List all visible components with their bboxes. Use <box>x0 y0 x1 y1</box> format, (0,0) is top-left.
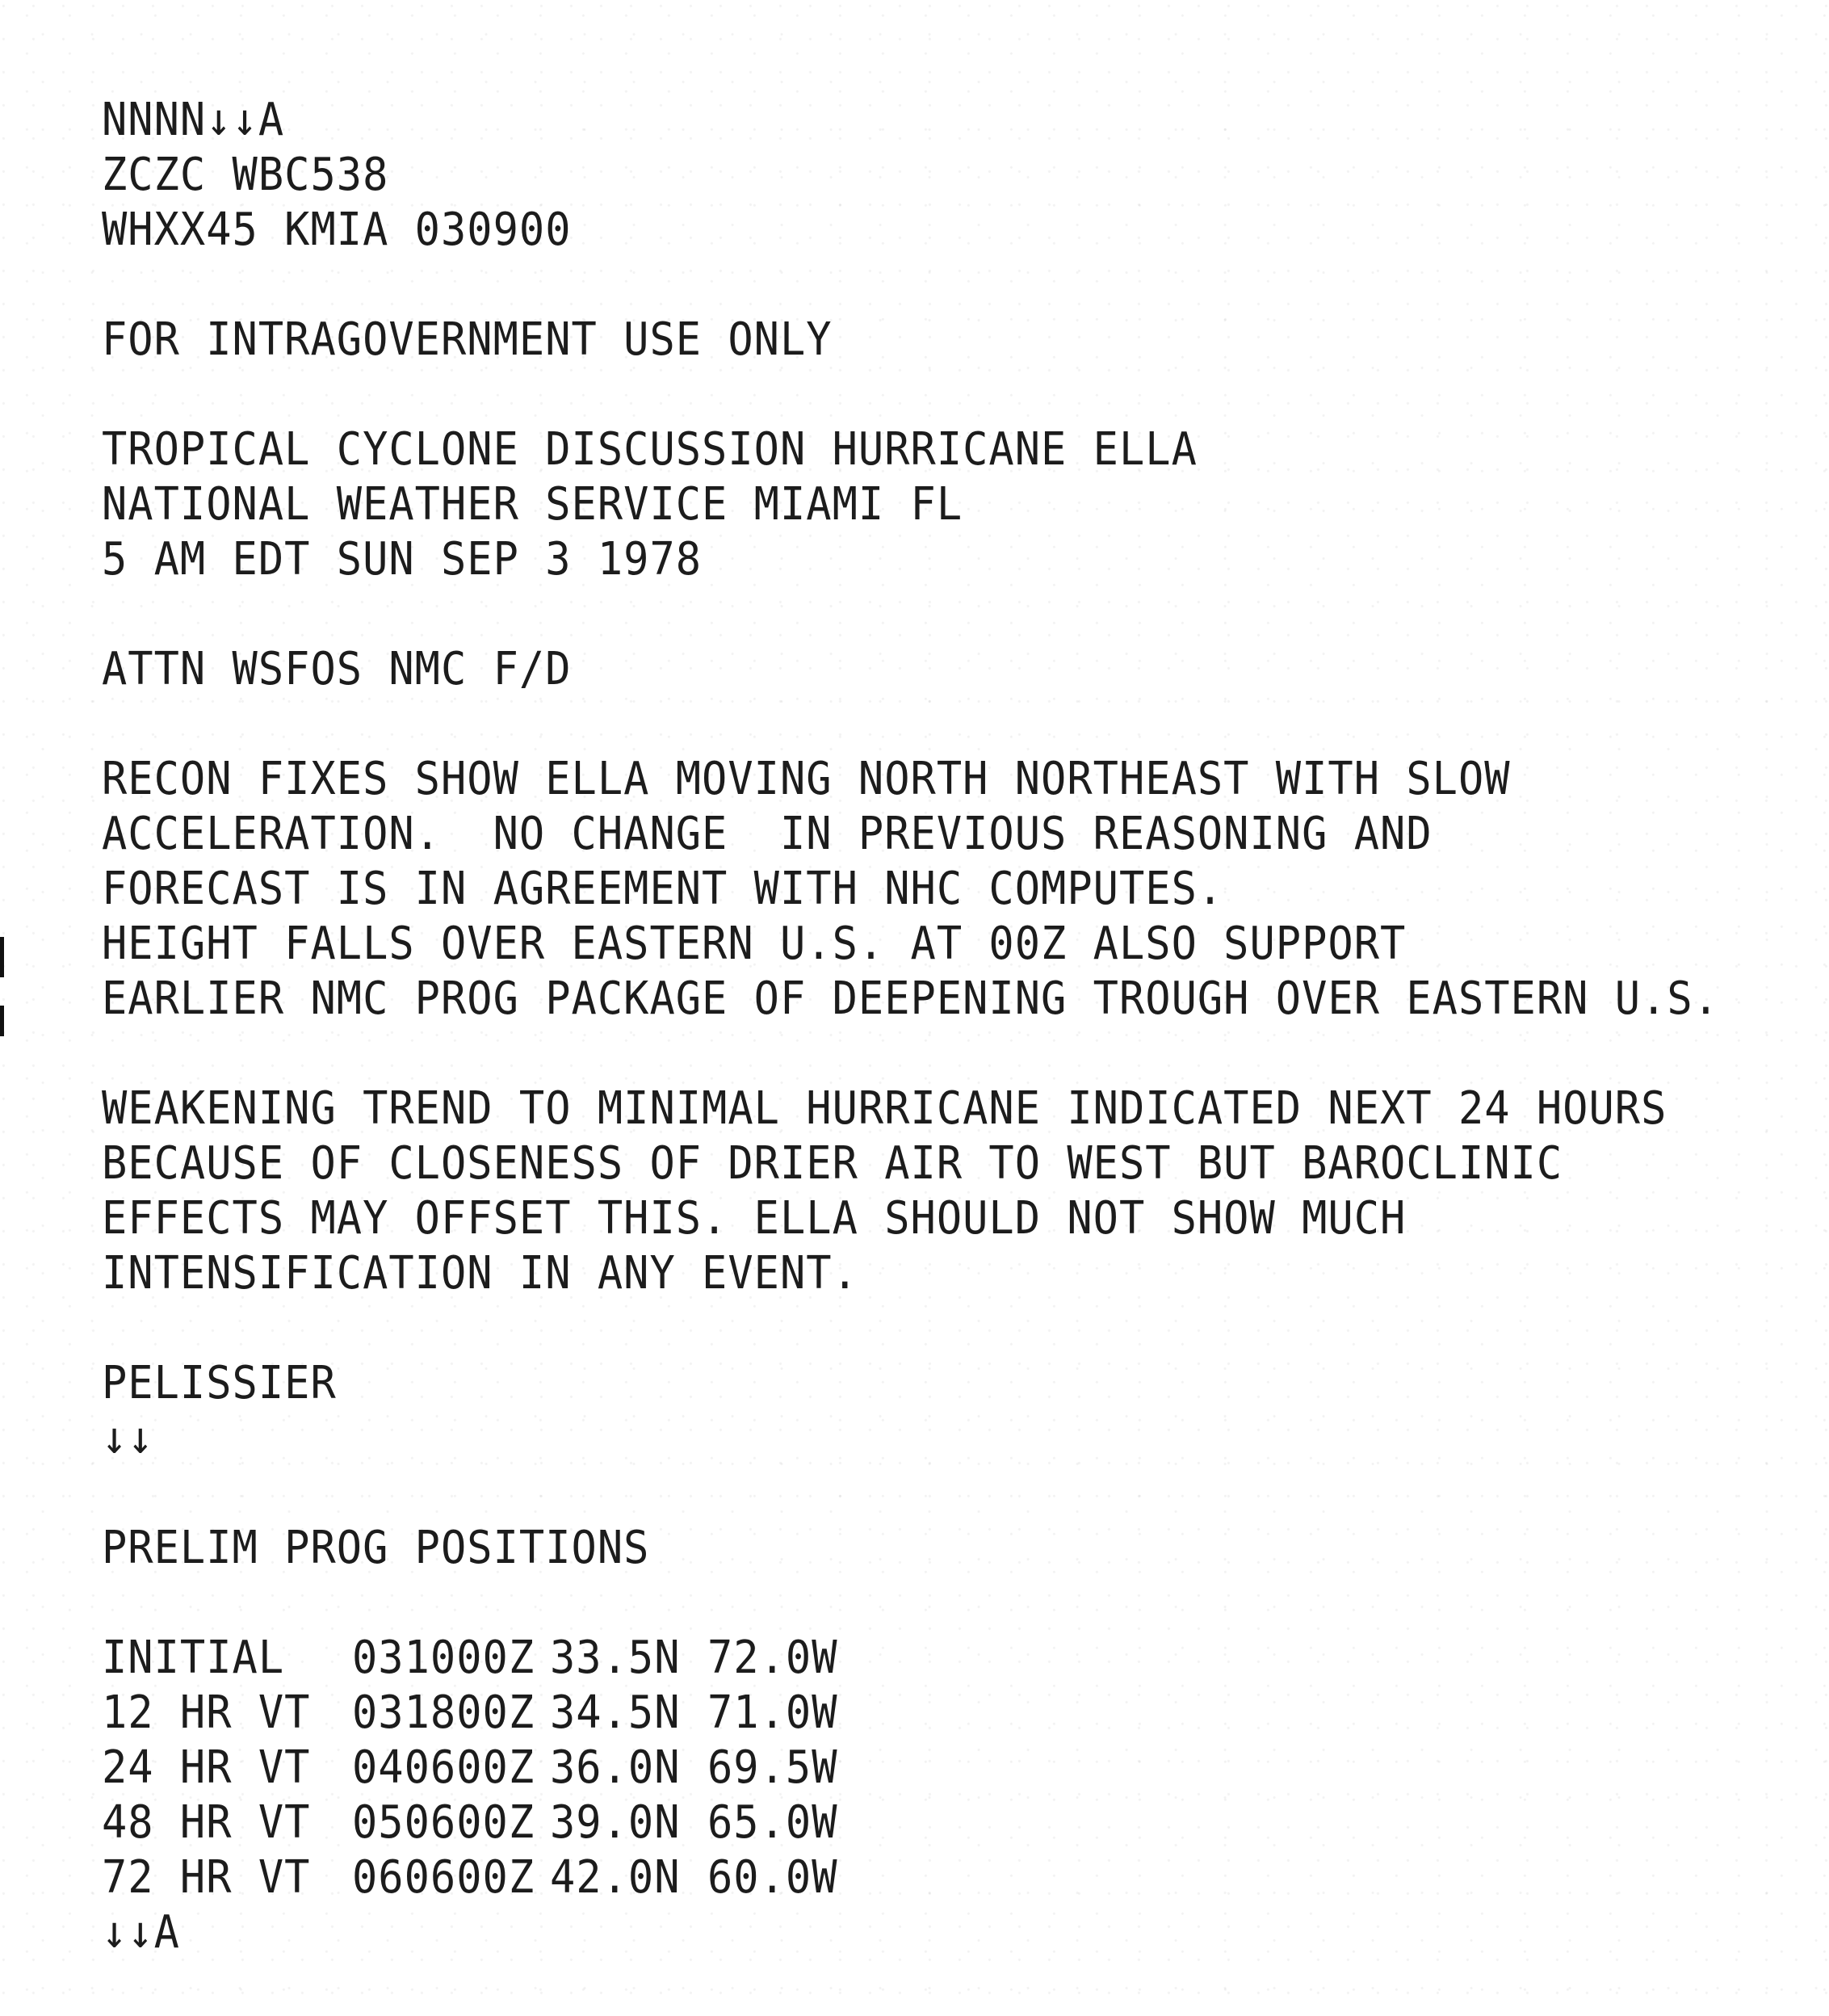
paragraph-line: FORECAST IS IN AGREEMENT WITH NHC COMPUTES. <box>102 863 1224 916</box>
header-line: ZCZC WBC538 <box>102 149 389 202</box>
paragraph-line: INTENSIFICATION IN ANY EVENT. <box>102 1247 858 1300</box>
paragraph-line: EFFECTS MAY OFFSET THIS. ELLA SHOULD NOT SHOW MUCH <box>102 1192 1407 1245</box>
position-longitude: 69.5W <box>707 1741 838 1795</box>
position-label: 72 HR VT <box>102 1851 311 1905</box>
paragraph-line: EARLIER NMC PROG PACKAGE OF DEEPENING TROUGH OVER EASTERN U.S. <box>102 972 1720 1026</box>
teletype-message <box>102 90 1720 1959</box>
paragraph-line: WEAKENING TREND TO MINIMAL HURRICANE INDICATED NEXT 24 HOURS <box>102 1082 1667 1136</box>
position-time: 060600Z <box>352 1851 535 1905</box>
paragraph-line: ACCELERATION. NO CHANGE IN PREVIOUS REASONING AND <box>102 808 1433 861</box>
positions-table <box>102 1628 1717 1903</box>
table-row <box>102 1793 1717 1852</box>
forecaster-signature: PELISSIER <box>102 1357 337 1410</box>
position-time: 031000Z <box>352 1632 535 1685</box>
position-latitude: 39.0N <box>550 1796 681 1850</box>
left-edge-mark <box>0 937 4 977</box>
table-row <box>102 1848 1717 1907</box>
document-title: TROPICAL CYCLONE DISCUSSION HURRICANE ELLA <box>102 423 1198 477</box>
signature-mark: ↓↓ <box>102 1412 154 1465</box>
position-label: 48 HR VT <box>102 1796 311 1850</box>
paragraph-line: RECON FIXES SHOW ELLA MOVING NORTH NORTHEAST WITH SLOW <box>102 753 1511 806</box>
paragraph-line: HEIGHT FALLS OVER EASTERN U.S. AT 00Z ALSO SUPPORT <box>102 918 1407 971</box>
position-latitude: 34.5N <box>550 1686 681 1740</box>
discussion-paragraph-1 <box>102 750 1720 1026</box>
position-longitude: 72.0W <box>707 1632 838 1685</box>
position-time: 031800Z <box>352 1686 535 1740</box>
notice-line: FOR INTRAGOVERNMENT USE ONLY <box>102 313 833 367</box>
table-row <box>102 1738 1717 1797</box>
position-latitude: 33.5N <box>550 1632 681 1685</box>
end-of-message-mark: ↓↓A <box>102 1906 180 1959</box>
position-longitude: 65.0W <box>707 1796 838 1850</box>
position-longitude: 60.0W <box>707 1851 838 1905</box>
paragraph-line: BECAUSE OF CLOSENESS OF DRIER AIR TO WEST BUT BAROCLINIC <box>102 1137 1563 1191</box>
header-line: WHXX45 KMIA 030900 <box>102 204 572 257</box>
discussion-paragraph-2 <box>102 1079 1717 1299</box>
header-line: NNNN↓↓A <box>102 94 285 147</box>
positions-heading: PRELIM PROG POSITIONS <box>102 1522 650 1575</box>
table-row <box>102 1683 1717 1742</box>
position-time: 050600Z <box>352 1796 535 1850</box>
position-time: 040600Z <box>352 1741 535 1795</box>
position-latitude: 42.0N <box>550 1851 681 1905</box>
issue-datetime: 5 AM EDT SUN SEP 3 1978 <box>102 533 703 586</box>
issuing-office: NATIONAL WEATHER SERVICE MIAMI FL <box>102 478 963 531</box>
position-label: INITIAL <box>102 1632 285 1685</box>
table-row <box>102 1628 1717 1687</box>
left-edge-mark <box>0 1006 4 1036</box>
position-label: 12 HR VT <box>102 1686 311 1740</box>
position-label: 24 HR VT <box>102 1741 311 1795</box>
position-latitude: 36.0N <box>550 1741 681 1795</box>
position-longitude: 71.0W <box>707 1686 838 1740</box>
attention-line: ATTN WSFOS NMC F/D <box>102 643 572 696</box>
